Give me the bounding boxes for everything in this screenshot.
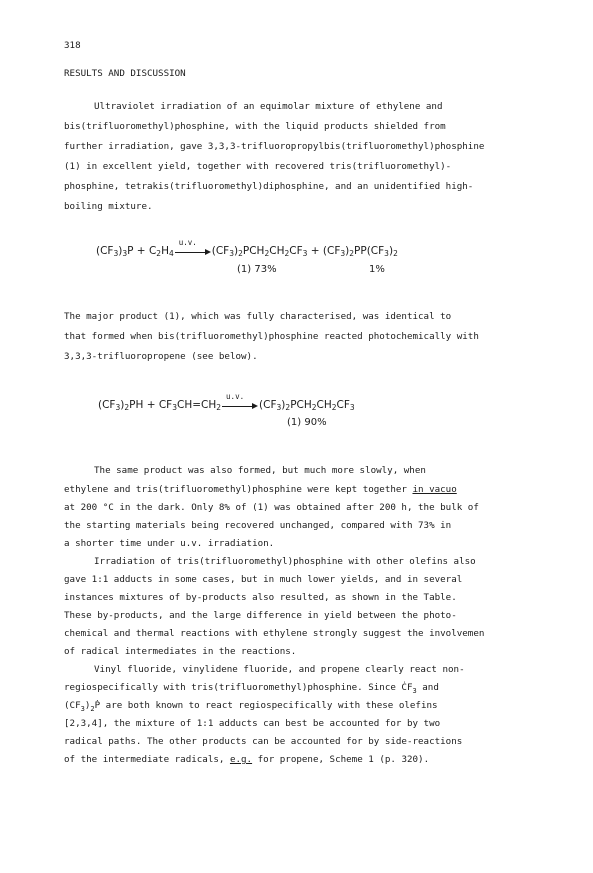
text-line: that formed when bis(trifluoromethyl)phosphine reacted photochemically with	[64, 331, 479, 342]
text-line: further irradiation, gave 3,3,3-trifluoropropylbis(trifluoromethyl)phosphine	[64, 141, 485, 152]
text-line: 3,3,3-trifluoropropene (see below).	[64, 351, 258, 362]
text-line: ethylene and tris(trifluoromethyl)phosphine were kept together in vacuo	[64, 484, 457, 495]
text-line: [2,3,4], the mixture of 1:1 adducts can best be accounted for by two	[64, 718, 441, 729]
text-line: at 200 °C in the dark. Only 8% of (1) was obtained after 200 h, the bulk of	[64, 502, 479, 513]
text-line: of the intermediate radicals, e.g. for propene, Scheme 1 (p. 320).	[64, 754, 430, 765]
section-heading: RESULTS AND DISCUSSION	[64, 68, 186, 79]
equation-1-yield-main: (1) 73%	[237, 264, 277, 275]
text-line: (1) in excellent yield, together with recovered tris(trifluoromethyl)-	[64, 161, 452, 172]
text-line: Vinyl fluoride, vinylidene fluoride, and propene clearly react non-	[94, 664, 465, 675]
text-line: a shorter time under u.v. irradiation.	[64, 538, 275, 549]
text-line: gave 1:1 adducts in some cases, but in much lower yields, and in several	[64, 574, 463, 585]
reaction-arrow: u.v.	[222, 400, 258, 410]
text-line: instances mixtures of by-products also resulted, as shown in the Table.	[64, 592, 457, 603]
text-line: regiospecifically with tris(trifluoromethyl)phosphine. Since $ĊF_3$ and	[64, 682, 439, 695]
text-line: $(CF_3)_2Ṗ$ are both known to react regiospecifically with these olefins	[64, 700, 438, 713]
equation-1-yield-minor: 1%	[369, 264, 385, 275]
text-line: bis(trifluoromethyl)phosphine, with the liquid products shielded from	[64, 121, 446, 132]
equation-1: $(CF_3)_3P + C_2H_4$ u.v. $(CF_3)_2PCH_2CH_2CF_3 + (CF_3)_2PP(CF_3)_2$	[96, 238, 398, 258]
text-line: The same product was also formed, but much more slowly, when	[94, 465, 426, 476]
text-line: The major product (1), which was fully characterised, was identical to	[64, 311, 452, 322]
text-line: of radical intermediates in the reactions.	[64, 646, 297, 657]
text-line: Irradiation of tris(trifluoromethyl)phosphine with other olefins also	[94, 556, 476, 567]
text-line: chemical and thermal reactions with ethylene strongly suggest the involvemen	[64, 628, 485, 639]
equation-2: $(CF_3)_2PH + CF_3CH=CH_2$ u.v. $(CF_3)_2PCH_2CH_2CF_3$	[98, 392, 355, 412]
text-line: phosphine, tetrakis(trifluoromethyl)diphosphine, and an unidentified high-	[64, 181, 474, 192]
text-line: boiling mixture.	[64, 201, 153, 212]
text-line: radical paths. The other products can be accounted for by side-reactions	[64, 736, 463, 747]
reaction-arrow: u.v.	[175, 246, 211, 256]
text-line: These by-products, and the large difference in yield between the photo-	[64, 610, 457, 621]
text-line: Ultraviolet irradiation of an equimolar mixture of ethylene and	[94, 101, 443, 112]
text-line: the starting materials being recovered unchanged, compared with 73% in	[64, 520, 452, 531]
page-number: 318	[64, 40, 81, 51]
equation-2-yield: (1) 90%	[287, 417, 327, 428]
